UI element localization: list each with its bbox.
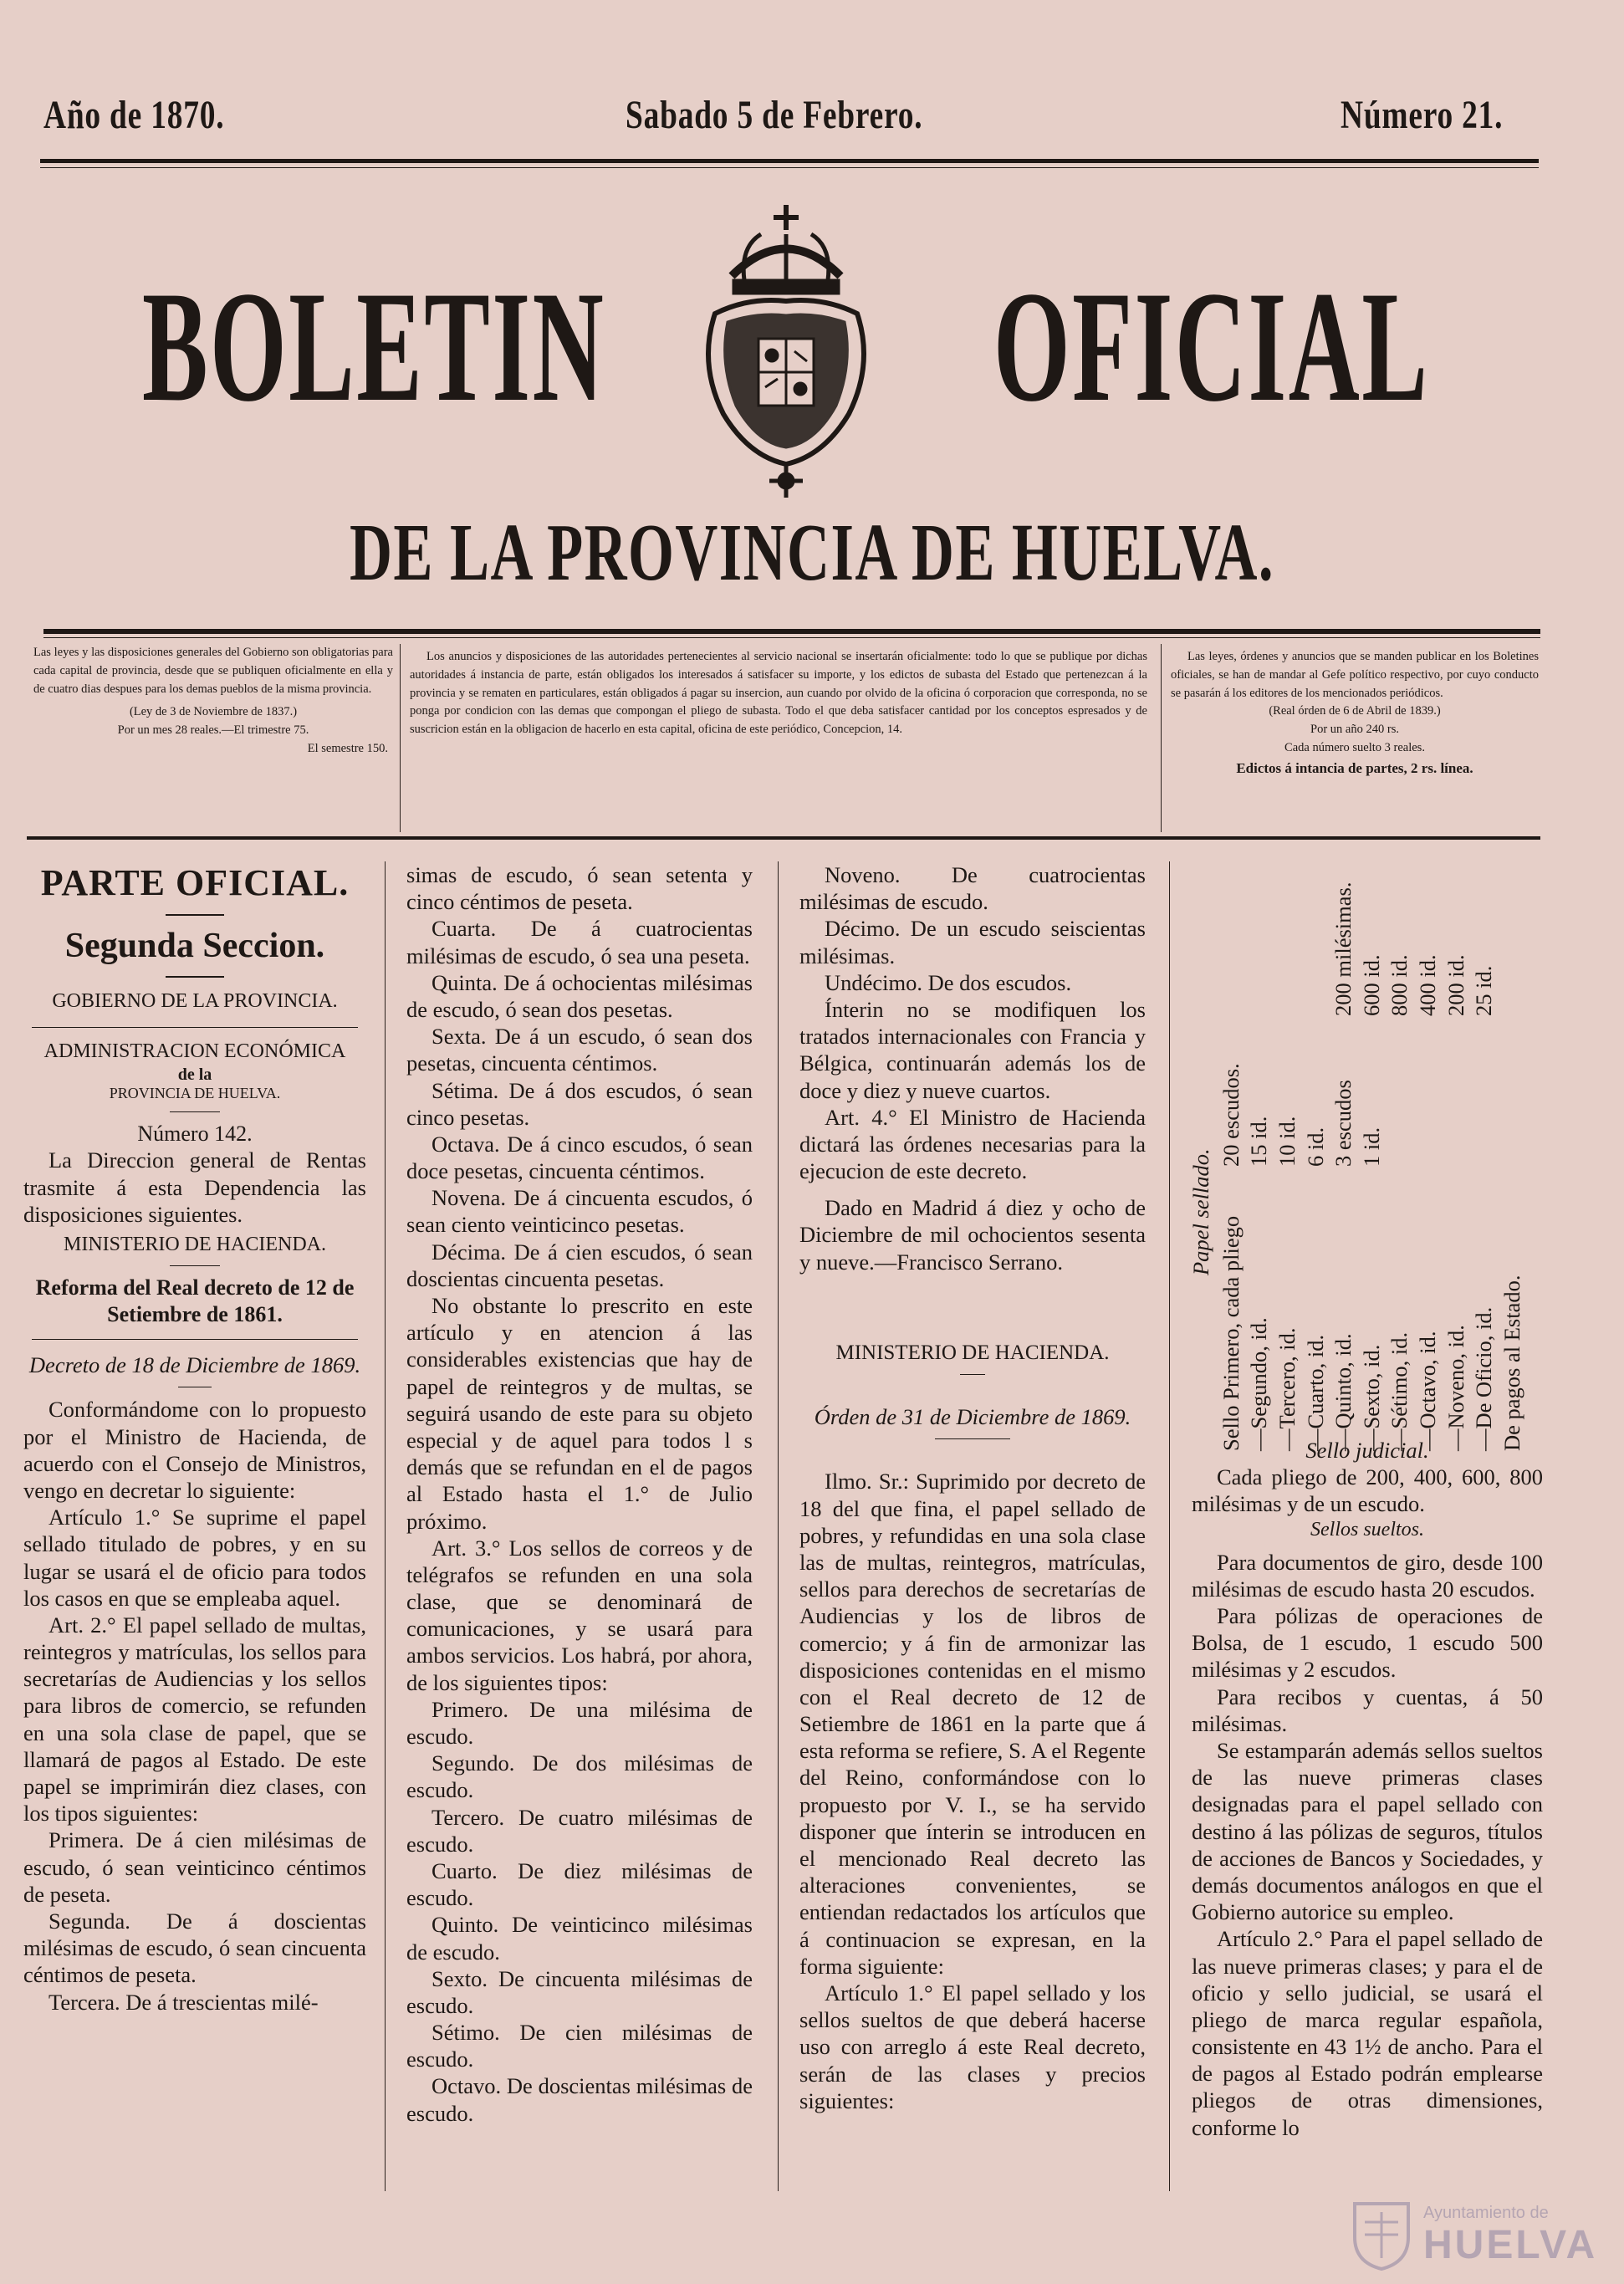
papel-sellado-label: Sello Primero, cada pliego bbox=[1218, 1215, 1244, 1451]
watermark-line2: HUELVA bbox=[1423, 2223, 1598, 2267]
col2-paragraph: Décima. De á cien escudos, ó sean doscientas cincuenta pesetas. bbox=[406, 1239, 753, 1291]
col3-paragraph: Art. 4.° El Ministro de Hacienda dictará las órdenes necesarias para la ejecucion de este decreto. bbox=[799, 1104, 1146, 1184]
col2-paragraph: Octava. De á cinco escudos, ó sean doce pesetas, cincuenta céntimos. bbox=[406, 1131, 753, 1184]
ornament-rule bbox=[166, 914, 224, 916]
subtitle bbox=[0, 508, 1624, 598]
col1-paragraph: Art. 2.° El papel sellado de multas, reintegros y matrículas, los sellos para secretarías de Audiencias y los sellos para libros de comercio, se refunden en una sola clase de papel, que se llamará de pagos al Estado. De este papel se imprimirán diez clases, con los tipos siguientes: bbox=[23, 1612, 366, 1827]
section-rule bbox=[32, 1027, 358, 1028]
column-divider bbox=[385, 861, 386, 2191]
papel-sellado-row bbox=[1386, 874, 1414, 1451]
col2-paragraph: Primero. De una milésima de escudo. bbox=[406, 1696, 753, 1749]
col1-paragraph: Primera. De á cien milésimas de escudo, ó sean veinticinco céntimos de peseta. bbox=[23, 1827, 366, 1907]
year-label: Año de 1870. bbox=[43, 93, 225, 137]
decreto-heading: Decreto de 18 de Diciembre de 1869. bbox=[28, 1352, 361, 1378]
issue-date: Sabado 5 de Febrero. bbox=[626, 93, 923, 137]
papel-sellado-row bbox=[1443, 874, 1471, 1451]
papel-sellado-amount bbox=[1414, 1016, 1443, 1167]
papel-sellado-mil bbox=[1274, 874, 1302, 1016]
parte-oficial-heading: PARTE OFICIAL. bbox=[40, 862, 350, 903]
papel-sellado-mil bbox=[1245, 874, 1274, 1016]
papel-sellado-amount: 15 id. bbox=[1246, 1116, 1272, 1167]
papel-sellado-label: —Noveno, id. bbox=[1443, 1325, 1468, 1451]
col3-paragraph: Undécimo. De dos escudos. bbox=[825, 969, 1072, 995]
papel-sellado-row bbox=[1499, 874, 1527, 1451]
papel-sellado-label: —Tercero, id. bbox=[1274, 1327, 1300, 1451]
papel-sellado-mil: 400 id. bbox=[1415, 954, 1441, 1016]
col4-paragraph: Artículo 2.° Para el papel sellado de las nueve primeras clases; y para el de oficio y sello judicial, se usará el pliego de marca regular española, consistente en 43 1½ de ancho. Para el de pagos al Estado podrán emplearse pliegos de otras dimensiones, conforme lo bbox=[1192, 1926, 1543, 2140]
col4-paragraph: Para recibos y cuentas, á 50 milésimas. bbox=[1192, 1684, 1543, 1736]
ornament-rule bbox=[170, 1111, 220, 1112]
city-shield-icon bbox=[1348, 2197, 1415, 2272]
notice-left-text: Las leyes y las disposiciones generales del Gobierno son obligatorias para cada capital de provincia, desde que se publiquen oficialmente en ella y de cuatro dias despues para los demas pueblos de la misma provincia. bbox=[33, 646, 393, 696]
papel-sellado-mil: 25 id. bbox=[1471, 965, 1497, 1016]
papel-sellado-mil: 600 id. bbox=[1358, 954, 1384, 1016]
col3-paragraph: Noveno. De cuatrocientas milésimas de escudo. bbox=[799, 862, 1146, 915]
col4-paragraph: Se estamparán además sellos sueltos de las nueve primeras clases designadas para el papel sellado con destino á las pólizas de seguros, títulos de acciones de Bancos y Sociedades, y demás documentos análogos en que el Gobierno autorice su empleo. bbox=[1192, 1738, 1543, 1925]
col1-paragraph: Conformándome con lo propuesto por el Ministro de Hacienda, de acuerdo con el Consejo de Ministros, vengo en decretar lo siguiente: bbox=[23, 1397, 366, 1503]
col2-paragraph: Cuarta. De á cuatrocientas milésimas de escudo, ó sea una peseta. bbox=[406, 916, 753, 968]
col4-paragraph: Para documentos de giro, desde 100 milésimas de escudo hasta 20 escudos. bbox=[1192, 1549, 1543, 1602]
reforma-heading: Reforma del Real decreto de 12 de Setiembre de 1861. bbox=[35, 1275, 355, 1326]
papel-sellado-label: —Sétimo, id. bbox=[1387, 1331, 1412, 1451]
col2-paragraph: Sétimo. De cien milésimas de escudo. bbox=[406, 2020, 753, 2072]
ornament-rule bbox=[935, 1438, 1010, 1439]
ministerio-heading-2: MINISTERIO DE HACIENDA. bbox=[835, 1341, 1110, 1364]
notice-left-price1: Por un mes 28 reales.—El trimestre 75. bbox=[117, 723, 309, 737]
ornament-rule bbox=[170, 1265, 220, 1266]
notice-middle-text: Los anuncios y disposiciones de las autoridades pertenecientes al servicio nacional se insertarán oficialmente: todo lo que se publique por dichas autoridades á instancia de parte, están obligados los interesados á satisfacer su importe, y los edictos de subasta del Estado que pertenezcan á la provincia y se rematen en particulares, están obligados á pagar su insercion, aun cuando por olvido de la oficina ó corporacion que corresponda, no se ponga por condicion con las demas que compongan el pliego de subasta. Todo el que deba satisfacer cantidad por los conceptos espresados y de suscricion están en la obligacion de hacerlo en esta capital, oficina de este periódico, Concepcion, 14. bbox=[410, 650, 1147, 736]
ayuntamiento-watermark bbox=[1348, 2189, 1599, 2272]
col2-paragraph: Octavo. De doscientas milésimas de escudo. bbox=[406, 2073, 753, 2126]
papel-sellado-mil bbox=[1499, 874, 1527, 1016]
col2-paragraph: Art. 3.° Los sellos de correos y de telégrafos se refunden en una sola clase, que se denominará de comunicaciones, y se usará para ambos servicios. Los habrá, por ahora, de los siguientes tipos: bbox=[406, 1535, 753, 1695]
admin-de-la: de la bbox=[177, 1065, 212, 1084]
papel-sellado-amount: 1 id. bbox=[1358, 1127, 1384, 1167]
sellos-sueltos-heading: Sellos sueltos. bbox=[1310, 1518, 1424, 1541]
papel-sellado-amount: 6 id. bbox=[1302, 1127, 1328, 1167]
column-divider bbox=[1169, 861, 1170, 2191]
col2-paragraph: Tercero. De cuatro milésimas de escudo. bbox=[406, 1804, 753, 1857]
papel-sellado-row bbox=[1414, 874, 1443, 1451]
ministerio-heading: MINISTERIO DE HACIENDA. bbox=[64, 1233, 326, 1255]
papel-sellado-row bbox=[1358, 874, 1387, 1451]
ornament-rule bbox=[960, 1374, 985, 1375]
col2-paragraph: Sexto. De cincuenta milésimas de escudo. bbox=[406, 1965, 753, 2018]
notice-divider-2 bbox=[1161, 644, 1162, 832]
col2-paragraph: No obstante lo prescrito en este artículo y en atencion á las considerables existencias que hay de papel de reintegros y de multas, se seguirá usando de este para su objeto especial y de aquel para todos l s demás que se refundan en el de pagos al Estado hasta el 1.° de Julio próximo. bbox=[406, 1293, 753, 1534]
papel-sellado-row bbox=[1218, 874, 1246, 1451]
papel-sellado-mil: 200 id. bbox=[1443, 954, 1468, 1016]
papel-sellado-rotated bbox=[1187, 874, 1555, 1451]
column-3 bbox=[799, 861, 1146, 2114]
title-right: OFICIAL bbox=[993, 259, 1430, 435]
papel-sellado-amount bbox=[1386, 1016, 1414, 1167]
column-1 bbox=[23, 861, 366, 2016]
papel-sellado-label: De pagos al Estado. bbox=[1499, 1275, 1525, 1451]
col2-paragraph: Novena. De á cincuenta escudos, ó sean ciento veinticinco pesetas. bbox=[406, 1185, 753, 1238]
col1-paragraph: Segunda. De á doscientas milésimas de escudo, ó sean cincuenta céntimos de peseta. bbox=[23, 1908, 366, 1988]
notice-middle bbox=[410, 648, 1147, 739]
col2-paragraph: simas de escudo, ó sean setenta y cinco céntimos de peseta. bbox=[406, 862, 753, 915]
col4-paragraph: Para pólizas de operaciones de Bolsa, de 1 escudo, 1 escudo 500 milésimas y 2 escudos. bbox=[1192, 1603, 1543, 1683]
papel-sellado-label: —Cuarto, id. bbox=[1302, 1334, 1328, 1451]
papel-sellado-table bbox=[1187, 874, 1555, 1451]
section-rule bbox=[32, 1339, 358, 1340]
column-2 bbox=[406, 861, 753, 2127]
orden-heading: Órden de 31 de Diciembre de 1869. bbox=[814, 1404, 1131, 1430]
column-divider bbox=[778, 861, 779, 2191]
papel-sellado-row bbox=[1245, 874, 1274, 1451]
issue-number: Número 21. bbox=[1341, 93, 1504, 137]
numero-heading: Número 142. bbox=[137, 1121, 253, 1146]
papel-sellado-heading: Papel sellado. bbox=[1188, 1148, 1213, 1275]
papel-sellado-label: —Sexto, id. bbox=[1358, 1344, 1384, 1451]
notice-bottom-rule bbox=[27, 836, 1540, 840]
notice-right-order: (Real órden de 6 de Abril de 1839.) bbox=[1269, 704, 1441, 718]
col3-paragraph: Artículo 1.° El papel sellado y los sellos sueltos de que deberá hacerse uso con arreglo á este Real decreto, serán de las clases y precios siguientes: bbox=[799, 1980, 1146, 2113]
papel-sellado-label: —Octavo, id. bbox=[1415, 1331, 1441, 1451]
col2-paragraph: Cuarto. De diez milésimas de escudo. bbox=[406, 1857, 753, 1911]
papel-sellado-label: —Segundo, id. bbox=[1246, 1317, 1272, 1451]
papel-sellado-row bbox=[1470, 874, 1499, 1451]
notice-right-text: Las leyes, órdenes y anuncios que se manden publicar en los Boletines oficiales, se han de mandar al Gefe político respectivo, por cuyo conducto se pasarán á los editores de los mencionados periódicos. bbox=[1171, 650, 1539, 700]
watermark-line1: Ayuntamiento de bbox=[1423, 2204, 1549, 2222]
papel-sellado-label: —De Oficio, id. bbox=[1471, 1306, 1497, 1451]
masthead-top-rule-thin bbox=[40, 167, 1539, 168]
admin-provincia: PROVINCIA DE HUELVA. bbox=[109, 1084, 281, 1101]
papel-sellado-amount: 3 escudos bbox=[1330, 1080, 1356, 1167]
column-4 bbox=[1192, 1437, 1543, 2141]
col3-paragraph: Dado en Madrid á diez y ocho de Diciembre de mil ochocientos sesenta y nueve.—Francisco Serrano. bbox=[799, 1195, 1146, 1275]
papel-sellado-label: —Quinto, id. bbox=[1330, 1333, 1356, 1451]
col2-paragraph: Sexta. De á un escudo, ó sean dos pesetas, cincuenta céntimos. bbox=[406, 1024, 753, 1076]
notice-right-price2: Cada número suelto 3 reales. bbox=[1284, 740, 1425, 754]
notice-right-price1: Por un año 240 rs. bbox=[1310, 723, 1399, 736]
col3-paragraph: Ilmo. Sr.: Suprimido por decreto de 18 del que fina, el papel sellado de pobres, y refundidas en una sola clase las de multas, reintegros, matrículas, sellos para derechos de secretarías de Audiencias y los de libros de comercio; y á fin de armonizar las disposiciones contenidas en el mismo con el Real decreto de 12 de Setiembre de 1861 en la parte que á esta reforma se refiere, S. A el Regente del Reino, conformándose con lo propuesto por V. I., se ha servido disponer que ínterin se introducen en el mencionado Real decreto las alteraciones convenientes, se entiendan redactados los artículos que á continuacion se expresan, en la forma siguiente: bbox=[799, 1469, 1146, 1979]
col3-paragraph: Ínterin no se modifiquen los tratados internacionales con Francia y Bélgica, continuarán además los de doce y diez y nueve cuartos. bbox=[799, 996, 1146, 1103]
ornament-rule bbox=[166, 976, 224, 978]
title-left: BOLETIN bbox=[142, 259, 606, 435]
papel-sellado-row bbox=[1302, 874, 1330, 1451]
papel-sellado-mil bbox=[1302, 874, 1330, 1016]
papel-sellado-row bbox=[1274, 874, 1302, 1451]
papel-sellado-mil bbox=[1218, 874, 1246, 1016]
notice-right bbox=[1171, 648, 1539, 779]
col2-paragraph: Quinta. De á ochocientas milésimas de escudo, ó sean dos pesetas. bbox=[406, 969, 753, 1022]
col1-paragraph: La Direccion general de Rentas trasmite á esta Dependencia las disposiciones siguientes. bbox=[23, 1147, 366, 1227]
papel-sellado-amount: 10 id. bbox=[1274, 1116, 1300, 1167]
notice-divider-1 bbox=[400, 644, 401, 832]
sello-judicial-heading: Sello judicial. bbox=[1305, 1438, 1429, 1463]
col2-paragraph: Quinto. De veinticinco milésimas de escudo. bbox=[406, 1912, 753, 1965]
papel-sellado-amount bbox=[1499, 1016, 1527, 1167]
papel-sellado-amount bbox=[1470, 1016, 1499, 1167]
col2-paragraph: Segundo. De dos milésimas de escudo. bbox=[406, 1750, 753, 1803]
notice-right-price3: Edictos á intancia de partes, 2 rs. línea. bbox=[1236, 759, 1473, 776]
papel-sellado-mil: 800 id. bbox=[1387, 954, 1412, 1016]
papel-sellado-mil: 200 milésimas. bbox=[1330, 881, 1356, 1016]
notice-left bbox=[33, 644, 393, 759]
notice-left-price2: El semestre 150. bbox=[307, 741, 388, 755]
masthead-bottom-rule bbox=[43, 629, 1540, 634]
col2-paragraph: Sétima. De á dos escudos, ó sean cinco pesetas. bbox=[406, 1077, 753, 1130]
col3-paragraph: Décimo. De un escudo seiscientas milésimas. bbox=[799, 916, 1146, 968]
papel-sellado-row bbox=[1330, 874, 1358, 1451]
royal-coat-of-arms bbox=[682, 197, 891, 502]
col1-paragraph: Tercera. De á trescientas milé- bbox=[49, 1989, 319, 2015]
papel-sellado-amount: 20 escudos. bbox=[1218, 1063, 1244, 1167]
masthead-bottom-rule-thin bbox=[43, 637, 1540, 638]
col1-paragraph: Artículo 1.° Se suprime el papel sellado titulado de pobres, y en su lugar se usará el de oficio para todos los casos en que se empleaba aquel. bbox=[23, 1505, 366, 1611]
subtitle-text: DE LA PROVINCIA DE HUELVA. bbox=[350, 508, 1274, 598]
admin-heading: ADMINISTRACION ECONÓMICA bbox=[43, 1040, 346, 1063]
papel-sellado-amount bbox=[1443, 1016, 1471, 1167]
masthead-top-rule bbox=[40, 159, 1539, 163]
col4-paragraph: Cada pliego de 200, 400, 600, 800 milésimas y de un escudo. bbox=[1192, 1464, 1543, 1517]
gobierno-heading: GOBIERNO DE LA PROVINCIA. bbox=[52, 990, 338, 1013]
segunda-seccion-heading: Segunda Seccion. bbox=[64, 926, 325, 965]
notice-left-law: (Ley de 3 de Noviembre de 1837.) bbox=[129, 705, 298, 719]
